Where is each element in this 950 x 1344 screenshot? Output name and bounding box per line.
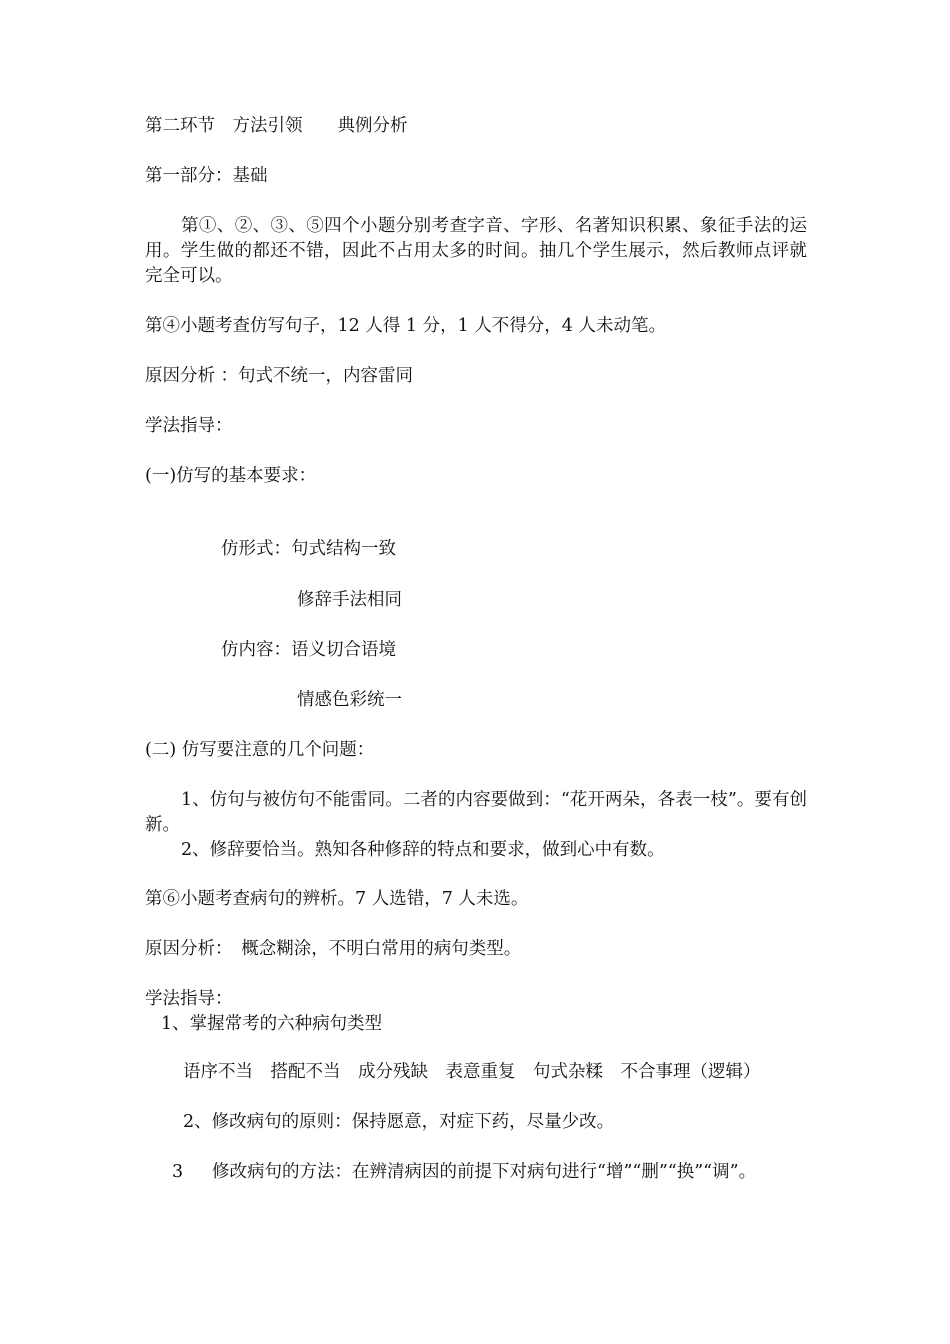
subsection-heading-2: (二) 仿写要注意的几个问题： — [145, 740, 375, 760]
sentence-error-types: 语序不当 搭配不当 成分残缺 表意重复 句式杂糅 不合事理（逻辑） — [183, 1062, 761, 1082]
imitate-form: 仿形式：句式结构一致 — [221, 539, 396, 559]
cause-analysis-2: 原因分析： 概念糊涂，不明白常用的病句类型。 — [145, 939, 522, 959]
note-item-2: 2、修辞要恰当。熟知各种修辞的特点和要求，做到心中有数。 — [181, 840, 665, 860]
method-item-1: 1、掌握常考的六种病句类型 — [161, 1014, 383, 1034]
intro-paragraph: 第①、②、③、⑤四个小题分别考查字音、字形、名著知识积累、象征手法的运用。学生做的都还不错，因此不占用太多的时间。抽几个学生展示，然后教师点评就完全可以。 — [145, 216, 807, 286]
imitate-form-2: 修辞手法相同 — [297, 590, 402, 610]
subsection-heading-1: (一)仿写的基本要求： — [145, 466, 317, 486]
part-title: 第一部分：基础 — [145, 166, 268, 186]
method-item-2: 2、修改病句的原则：保持愿意，对症下药，尽量少改。 — [183, 1112, 615, 1132]
imitate-content: 仿内容：语义切合语境 — [221, 640, 396, 660]
method-item-3-number: 3 — [172, 1162, 184, 1182]
cause-analysis-1: 原因分析 ：句式不统一，内容雷同 — [145, 366, 414, 386]
note-item-1: 1、仿句与被仿句不能雷同。二者的内容要做到：“花开两朵，各表一枝”。要有创新。 — [145, 790, 807, 835]
question-4-summary: 第④小题考查仿写句子，12 人得 1 分，1 人不得分，4 人未动笔。 — [145, 316, 666, 336]
method-guidance-1: 学法指导： — [145, 416, 233, 436]
question-6-summary: 第⑥小题考查病句的辨析。7 人选错，7 人未选。 — [145, 889, 529, 909]
section-heading: 第二环节 方法引领 典例分析 — [145, 116, 408, 136]
method-guidance-2: 学法指导： — [145, 989, 233, 1009]
method-item-3: 修改病句的方法：在辨清病因的前提下对病句进行“增”“删”“换”“调”。 — [212, 1162, 757, 1182]
imitate-content-2: 情感色彩统一 — [297, 690, 402, 710]
